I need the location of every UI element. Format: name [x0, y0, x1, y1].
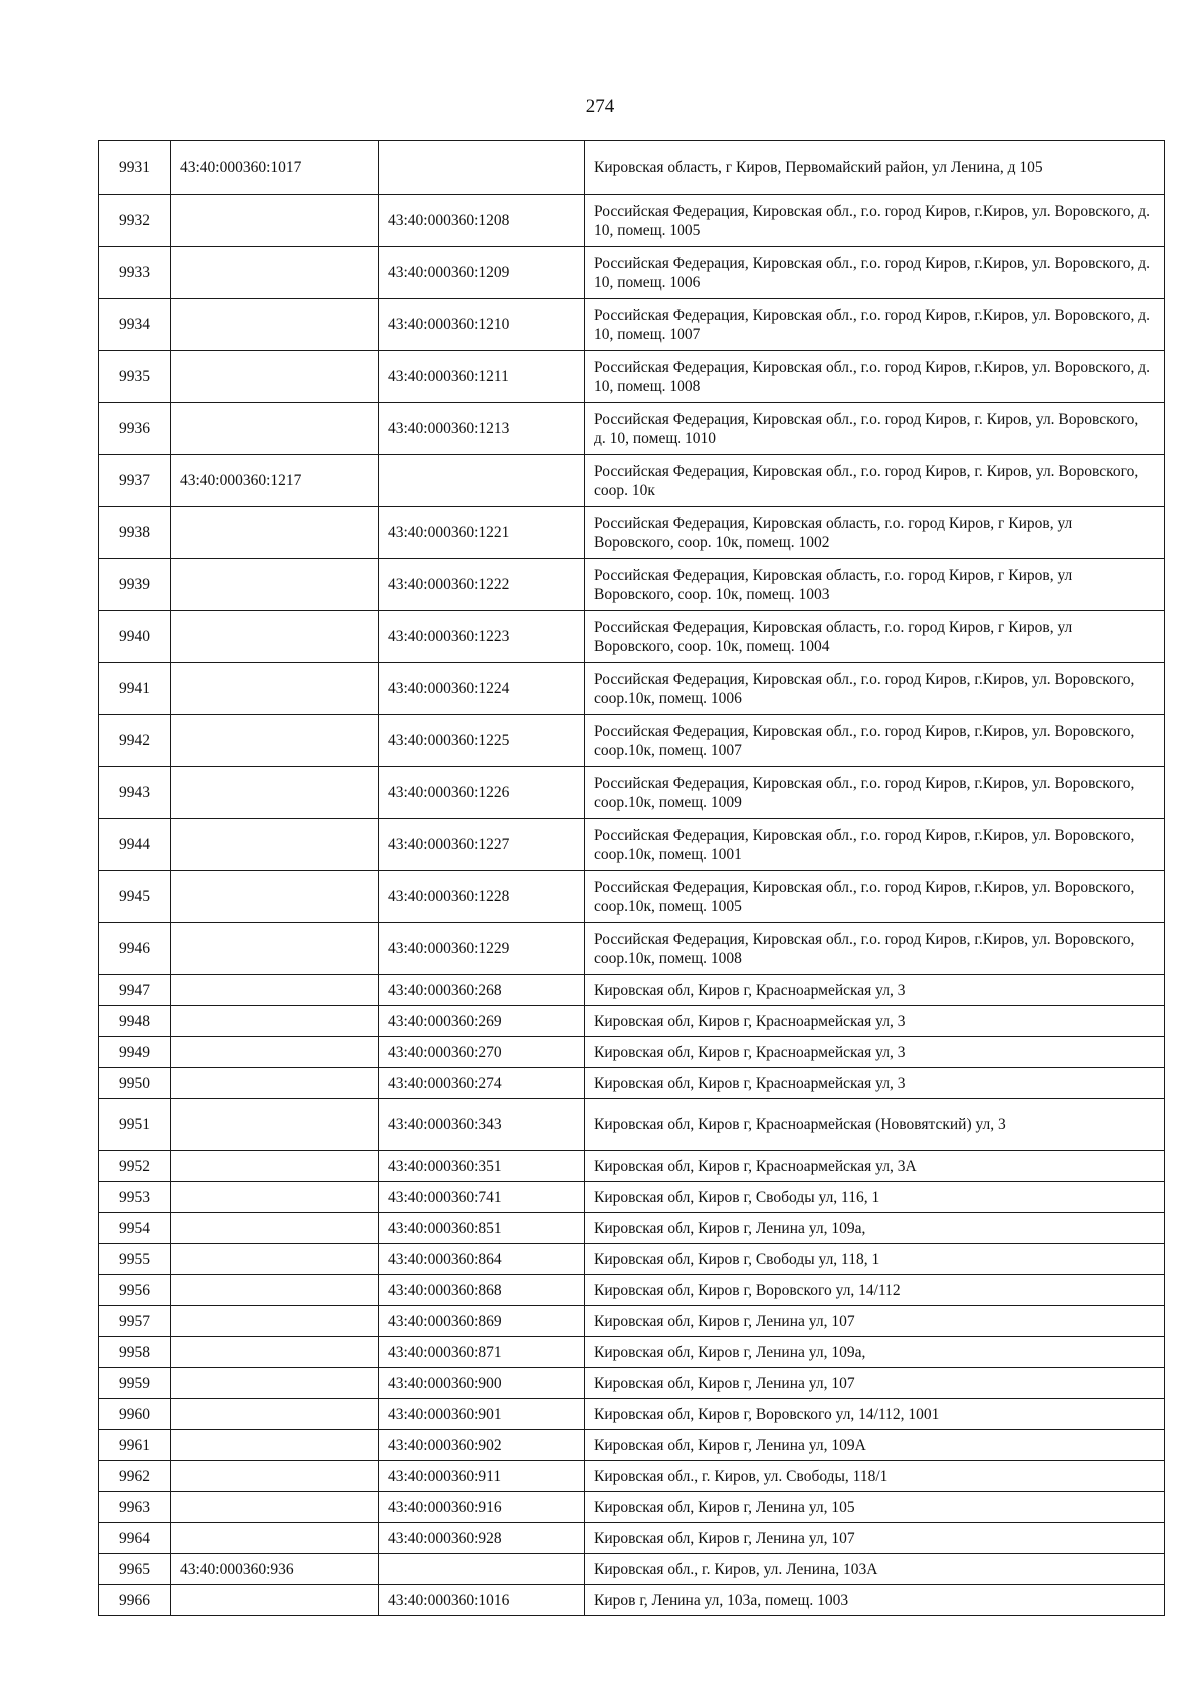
cadastral-number-premises-cell: 43:40:000360:741 — [379, 1182, 585, 1213]
address-cell: Кировская обл, Киров г, Ленина ул, 107 — [585, 1523, 1165, 1554]
address-cell: Кировская обл, Киров г, Красноармейская (Нововятский) ул, 3 — [585, 1099, 1165, 1151]
cadastral-number-cell — [171, 767, 379, 819]
cadastral-number-cell — [171, 1368, 379, 1399]
row-number-cell: 9958 — [99, 1337, 171, 1368]
cadastral-number-cell — [171, 715, 379, 767]
cadastral-number-premises-cell: 43:40:000360:1223 — [379, 611, 585, 663]
table-row — [99, 1337, 1165, 1368]
table-row — [99, 1492, 1165, 1523]
table-row — [99, 1037, 1165, 1068]
page-number: 274 — [585, 96, 615, 117]
row-number-cell: 9952 — [99, 1151, 171, 1182]
address-cell: Российская Федерация, Кировская обл., г.о. город Киров, г. Киров, ул. Воровского, д. 10, помещ. 1010 — [585, 403, 1165, 455]
table-row — [99, 1368, 1165, 1399]
cadastral-number-premises-cell: 43:40:000360:928 — [379, 1523, 585, 1554]
row-number-cell: 9961 — [99, 1430, 171, 1461]
address-cell: Российская Федерация, Кировская область, г.о. город Киров, г Киров, ул Воровского, соор. 10к, помещ. 1002 — [585, 507, 1165, 559]
cadastral-number-cell — [171, 611, 379, 663]
row-number-cell: 9934 — [99, 299, 171, 351]
table-row — [99, 767, 1165, 819]
cadastral-number-cell — [171, 1306, 379, 1337]
cadastral-number-premises-cell: 43:40:000360:1228 — [379, 871, 585, 923]
row-number-cell: 9949 — [99, 1037, 171, 1068]
table-row — [99, 299, 1165, 351]
table-row — [99, 611, 1165, 663]
cadastral-number-cell — [171, 351, 379, 403]
address-cell: Кировская обл, Киров г, Свободы ул, 118, 1 — [585, 1244, 1165, 1275]
cadastral-number-premises-cell — [379, 141, 585, 195]
table-row — [99, 1275, 1165, 1306]
registry-table — [98, 140, 1165, 1616]
cadastral-number-cell — [171, 195, 379, 247]
cadastral-number-cell — [171, 871, 379, 923]
address-cell: Кировская обл, Киров г, Свободы ул, 116, 1 — [585, 1182, 1165, 1213]
cadastral-number-cell — [171, 247, 379, 299]
cadastral-number-premises-cell: 43:40:000360:1226 — [379, 767, 585, 819]
row-number-cell: 9959 — [99, 1368, 171, 1399]
cadastral-number-cell — [171, 1523, 379, 1554]
address-cell: Российская Федерация, Кировская обл., г.о. город Киров, г.Киров, ул. Воровского, д. 10, помещ. 1008 — [585, 351, 1165, 403]
row-number-cell: 9939 — [99, 559, 171, 611]
address-cell: Кировская обл, Киров г, Красноармейская ул, 3 — [585, 1037, 1165, 1068]
address-cell: Киров г, Ленина ул, 103а, помещ. 1003 — [585, 1585, 1165, 1616]
table-row — [99, 507, 1165, 559]
cadastral-number-premises-cell: 43:40:000360:274 — [379, 1068, 585, 1099]
address-cell: Российская Федерация, Кировская область, г.о. город Киров, г Киров, ул Воровского, соор. 10к, помещ. 1004 — [585, 611, 1165, 663]
address-cell: Российская Федерация, Кировская обл., г.о. город Киров, г. Киров, ул. Воровского, соор. 10к — [585, 455, 1165, 507]
cadastral-number-cell — [171, 1182, 379, 1213]
row-number-cell: 9940 — [99, 611, 171, 663]
cadastral-number-cell — [171, 1151, 379, 1182]
table-row — [99, 559, 1165, 611]
address-cell: Российская Федерация, Кировская обл., г.о. город Киров, г.Киров, ул. Воровского, д. 10, помещ. 1005 — [585, 195, 1165, 247]
cadastral-number-cell — [171, 1037, 379, 1068]
row-number-cell: 9956 — [99, 1275, 171, 1306]
cadastral-number-premises-cell: 43:40:000360:1209 — [379, 247, 585, 299]
cadastral-number-premises-cell: 43:40:000360:869 — [379, 1306, 585, 1337]
cadastral-number-premises-cell: 43:40:000360:868 — [379, 1275, 585, 1306]
address-cell: Кировская обл., г. Киров, ул. Ленина, 103А — [585, 1554, 1165, 1585]
cadastral-number-cell — [171, 975, 379, 1006]
row-number-cell: 9951 — [99, 1099, 171, 1151]
cadastral-number-cell — [171, 299, 379, 351]
row-number-cell: 9948 — [99, 1006, 171, 1037]
row-number-cell: 9946 — [99, 923, 171, 975]
table-row — [99, 819, 1165, 871]
row-number-cell: 9954 — [99, 1213, 171, 1244]
cadastral-number-cell — [171, 819, 379, 871]
cadastral-number-premises-cell: 43:40:000360:1229 — [379, 923, 585, 975]
row-number-cell: 9960 — [99, 1399, 171, 1430]
address-cell: Кировская обл, Киров г, Воровского ул, 14/112 — [585, 1275, 1165, 1306]
row-number-cell: 9933 — [99, 247, 171, 299]
address-cell: Кировская обл, Киров г, Воровского ул, 14/112, 1001 — [585, 1399, 1165, 1430]
cadastral-number-cell — [171, 1068, 379, 1099]
table-row — [99, 975, 1165, 1006]
address-cell: Российская Федерация, Кировская область, г.о. город Киров, г Киров, ул Воровского, соор. 10к, помещ. 1003 — [585, 559, 1165, 611]
row-number-cell: 9943 — [99, 767, 171, 819]
address-cell: Кировская обл., г. Киров, ул. Свободы, 118/1 — [585, 1461, 1165, 1492]
address-cell: Кировская обл, Киров г, Ленина ул, 109а, — [585, 1213, 1165, 1244]
cadastral-number-premises-cell: 43:40:000360:902 — [379, 1430, 585, 1461]
cadastral-number-premises-cell: 43:40:000360:343 — [379, 1099, 585, 1151]
cadastral-number-cell — [171, 403, 379, 455]
table-row — [99, 351, 1165, 403]
table-row — [99, 141, 1165, 195]
table-row — [99, 871, 1165, 923]
cadastral-number-premises-cell: 43:40:000360:1224 — [379, 663, 585, 715]
cadastral-number-premises-cell: 43:40:000360:864 — [379, 1244, 585, 1275]
address-cell: Российская Федерация, Кировская обл., г.о. город Киров, г.Киров, ул. Воровского, соор.10к, помещ. 1006 — [585, 663, 1165, 715]
row-number-cell: 9947 — [99, 975, 171, 1006]
row-number-cell: 9941 — [99, 663, 171, 715]
cadastral-number-premises-cell: 43:40:000360:916 — [379, 1492, 585, 1523]
row-number-cell: 9932 — [99, 195, 171, 247]
address-cell: Российская Федерация, Кировская обл., г.о. город Киров, г.Киров, ул. Воровского, соор.10к, помещ. 1005 — [585, 871, 1165, 923]
row-number-cell: 9937 — [99, 455, 171, 507]
table-row — [99, 1554, 1165, 1585]
address-cell: Российская Федерация, Кировская обл., г.о. город Киров, г.Киров, ул. Воровского, соор.10к, помещ. 1009 — [585, 767, 1165, 819]
row-number-cell: 9963 — [99, 1492, 171, 1523]
cadastral-number-premises-cell: 43:40:000360:851 — [379, 1213, 585, 1244]
cadastral-number-cell: 43:40:000360:1217 — [171, 455, 379, 507]
row-number-cell: 9964 — [99, 1523, 171, 1554]
table-row — [99, 455, 1165, 507]
address-cell: Кировская обл, Киров г, Красноармейская ул, 3 — [585, 1068, 1165, 1099]
address-cell: Кировская обл, Киров г, Ленина ул, 107 — [585, 1368, 1165, 1399]
cadastral-number-cell — [171, 507, 379, 559]
table-row — [99, 663, 1165, 715]
cadastral-number-premises-cell: 43:40:000360:901 — [379, 1399, 585, 1430]
table-row — [99, 1430, 1165, 1461]
table-row — [99, 403, 1165, 455]
cadastral-number-cell — [171, 1099, 379, 1151]
row-number-cell: 9935 — [99, 351, 171, 403]
cadastral-number-premises-cell: 43:40:000360:1227 — [379, 819, 585, 871]
row-number-cell: 9936 — [99, 403, 171, 455]
table-row — [99, 1585, 1165, 1616]
table-row — [99, 1099, 1165, 1151]
table-row — [99, 247, 1165, 299]
address-cell: Кировская обл, Киров г, Красноармейская ул, 3 — [585, 1006, 1165, 1037]
cadastral-number-premises-cell: 43:40:000360:1221 — [379, 507, 585, 559]
address-cell: Российская Федерация, Кировская обл., г.о. город Киров, г.Киров, ул. Воровского, соор.10к, помещ. 1007 — [585, 715, 1165, 767]
cadastral-number-cell — [171, 1213, 379, 1244]
table-row — [99, 1306, 1165, 1337]
address-cell: Кировская обл, Киров г, Красноармейская ул, 3 — [585, 975, 1165, 1006]
address-cell: Российская Федерация, Кировская обл., г.о. город Киров, г.Киров, ул. Воровского, д. 10, помещ. 1007 — [585, 299, 1165, 351]
cadastral-number-premises-cell: 43:40:000360:351 — [379, 1151, 585, 1182]
row-number-cell: 9942 — [99, 715, 171, 767]
cadastral-number-cell — [171, 1585, 379, 1616]
row-number-cell: 9966 — [99, 1585, 171, 1616]
cadastral-number-cell — [171, 1244, 379, 1275]
cadastral-number-premises-cell: 43:40:000360:900 — [379, 1368, 585, 1399]
row-number-cell: 9931 — [99, 141, 171, 195]
address-cell: Российская Федерация, Кировская обл., г.о. город Киров, г.Киров, ул. Воровского, д. 10, помещ. 1006 — [585, 247, 1165, 299]
address-cell: Кировская обл, Киров г, Красноармейская ул, 3А — [585, 1151, 1165, 1182]
table-row — [99, 1213, 1165, 1244]
cadastral-number-cell — [171, 1461, 379, 1492]
cadastral-number-premises-cell: 43:40:000360:911 — [379, 1461, 585, 1492]
cadastral-number-cell — [171, 1006, 379, 1037]
table-row — [99, 1151, 1165, 1182]
cadastral-number-premises-cell — [379, 1554, 585, 1585]
cadastral-number-premises-cell: 43:40:000360:1222 — [379, 559, 585, 611]
address-cell: Кировская обл, Киров г, Ленина ул, 109а, — [585, 1337, 1165, 1368]
table-row — [99, 923, 1165, 975]
cadastral-number-premises-cell: 43:40:000360:1210 — [379, 299, 585, 351]
cadastral-number-cell — [171, 1275, 379, 1306]
cadastral-number-premises-cell: 43:40:000360:1016 — [379, 1585, 585, 1616]
address-cell: Кировская обл, Киров г, Ленина ул, 107 — [585, 1306, 1165, 1337]
cadastral-number-cell — [171, 1337, 379, 1368]
table-row — [99, 1182, 1165, 1213]
row-number-cell: 9944 — [99, 819, 171, 871]
table-row — [99, 1244, 1165, 1275]
table-row — [99, 1006, 1165, 1037]
cadastral-number-premises-cell: 43:40:000360:1213 — [379, 403, 585, 455]
cadastral-number-cell — [171, 1399, 379, 1430]
address-cell: Кировская обл, Киров г, Ленина ул, 105 — [585, 1492, 1165, 1523]
row-number-cell: 9955 — [99, 1244, 171, 1275]
cadastral-number-cell — [171, 1492, 379, 1523]
table-row — [99, 1068, 1165, 1099]
cadastral-number-cell: 43:40:000360:1017 — [171, 141, 379, 195]
table-row — [99, 1399, 1165, 1430]
cadastral-number-premises-cell: 43:40:000360:269 — [379, 1006, 585, 1037]
cadastral-number-premises-cell: 43:40:000360:268 — [379, 975, 585, 1006]
cadastral-number-cell — [171, 663, 379, 715]
cadastral-number-cell — [171, 1430, 379, 1461]
cadastral-number-premises-cell: 43:40:000360:270 — [379, 1037, 585, 1068]
address-cell: Кировская область, г Киров, Первомайский район, ул Ленина, д 105 — [585, 141, 1165, 195]
table-row — [99, 715, 1165, 767]
cadastral-number-premises-cell: 43:40:000360:871 — [379, 1337, 585, 1368]
address-cell: Российская Федерация, Кировская обл., г.о. город Киров, г.Киров, ул. Воровского, соор.10к, помещ. 1008 — [585, 923, 1165, 975]
cadastral-number-premises-cell: 43:40:000360:1225 — [379, 715, 585, 767]
cadastral-number-cell — [171, 559, 379, 611]
row-number-cell: 9953 — [99, 1182, 171, 1213]
row-number-cell: 9962 — [99, 1461, 171, 1492]
row-number-cell: 9950 — [99, 1068, 171, 1099]
address-cell: Российская Федерация, Кировская обл., г.о. город Киров, г.Киров, ул. Воровского, соор.10к, помещ. 1001 — [585, 819, 1165, 871]
table-row — [99, 1461, 1165, 1492]
address-cell: Кировская обл, Киров г, Ленина ул, 109А — [585, 1430, 1165, 1461]
row-number-cell: 9965 — [99, 1554, 171, 1585]
row-number-cell: 9938 — [99, 507, 171, 559]
table-row — [99, 1523, 1165, 1554]
cadastral-number-premises-cell — [379, 455, 585, 507]
cadastral-number-premises-cell: 43:40:000360:1208 — [379, 195, 585, 247]
row-number-cell: 9957 — [99, 1306, 171, 1337]
table-row — [99, 195, 1165, 247]
cadastral-number-cell: 43:40:000360:936 — [171, 1554, 379, 1585]
cadastral-number-cell — [171, 923, 379, 975]
registry-table-body — [99, 141, 1165, 1616]
row-number-cell: 9945 — [99, 871, 171, 923]
cadastral-number-premises-cell: 43:40:000360:1211 — [379, 351, 585, 403]
